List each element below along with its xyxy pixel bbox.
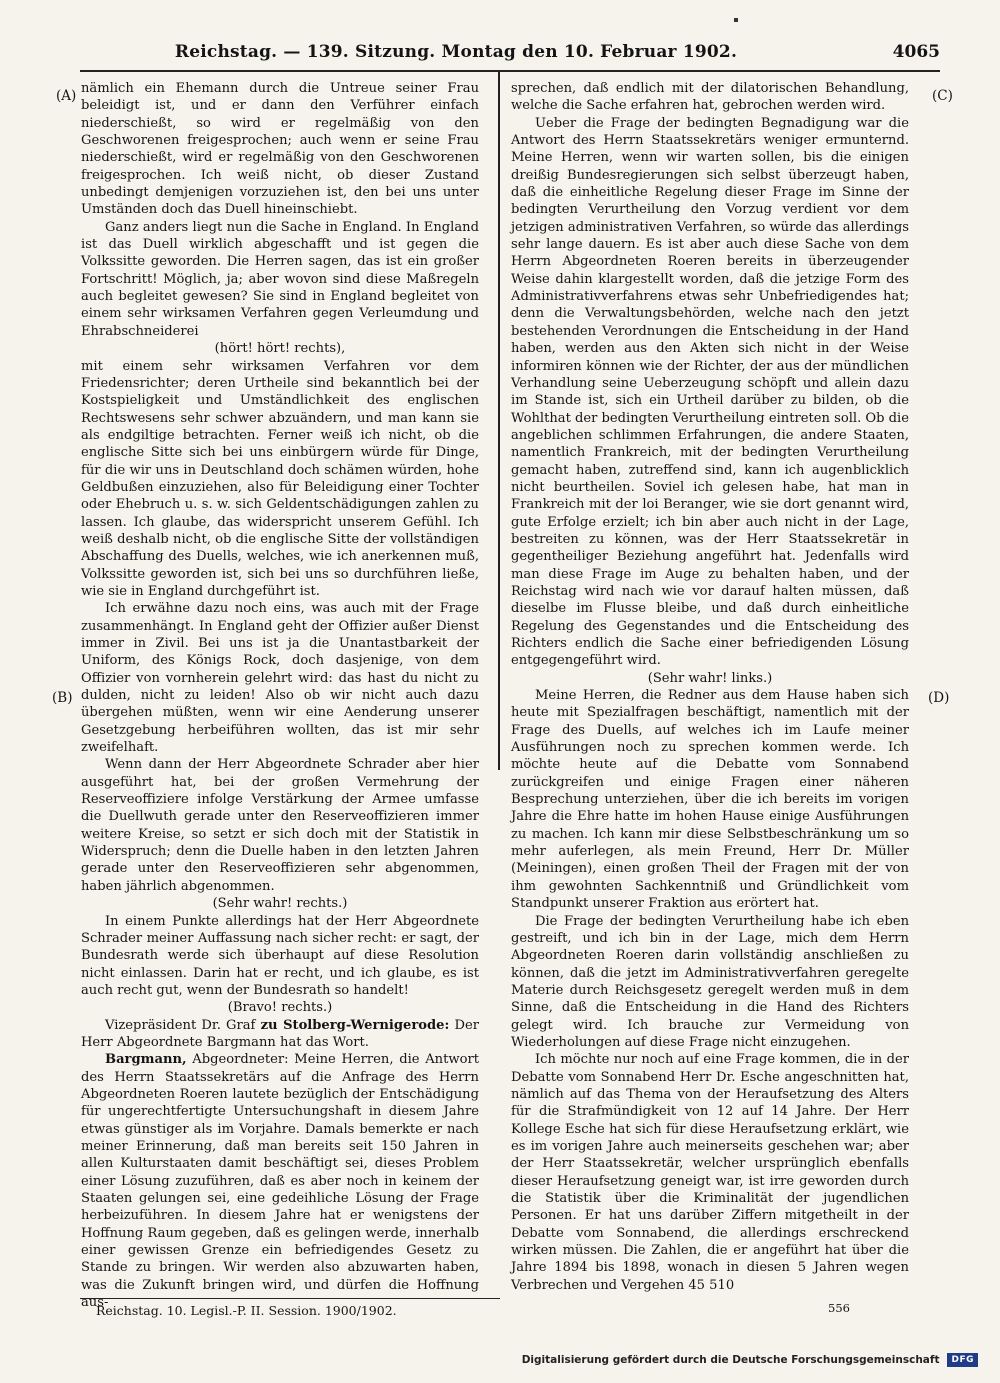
margin-marker-b: (B) [52, 690, 73, 706]
paragraph: Ich möchte nur noch auf eine Frage kommen, die in der Debatte vom Sonnabend Herr Dr. Esche angeschnitten hat, nämlich auf das Thema von der Heraufsetzung des Alters für die Strafmündigkeit von 12 auf 14 Jahre. Der Herr Kollege Esche hat sich für diese Heraufsetzung erklärt, wie es im vorigen Jahre auch meinerseits geschehen war; aber der Herr Staatssekretär, welcher ursprünglich ebenfalls dieser Heraufsetzung geneigt war, ist irre geworden durch die Statistik über die Kriminalität der jugendlichen Personen. Er hat uns darüber Ziffern mitgetheilt in der Debatte vom Sonnabend, die allerdings erschreckend wirken müssen. Die Zahlen, die er angeführt hat über die Jahre 1894 bis 1898, wonach in diesen 5 Jahren wegen Verbrechen und Vergehen 45 510 [511, 1052, 909, 1293]
margin-marker-a: (A) [56, 88, 77, 104]
paragraph: Ich erwähne dazu noch eins, was auch mit der Frage zusammenhängt. In England geht der Offizier außer Dienst immer in Zivil. Bei uns ist ja die Unantastbarkeit der Uniform, des Königs Rock, doch dasjenige, von dem Offizier von vornherein gelehrt wird: das hast du nicht zu dulden, nicht zu leiden! Also ob wir nicht auch dazu übergehen müßten, wenn wir eine Aenderung unserer Gesetzgebung herbeiführen wollten, das ist mir sehr zweifelhaft. [81, 601, 479, 756]
interjection: (hört! hört! rechts), [214, 341, 346, 357]
footer-sheet-number: 556 [828, 1301, 850, 1315]
speaker-name: zu Stolberg-Wernigerode: [260, 1017, 450, 1033]
digitization-text: Digitalisierung gefördert durch die Deutsche Forschungsgemeinschaft [521, 1354, 940, 1366]
footer-rule [80, 1298, 500, 1299]
left-column [81, 80, 479, 1311]
paragraph: Ganz anders liegt nun die Sache in England. In England ist das Duell wirklich abgeschafft und ist gegen die Volkssitte geworden. Die Herren sagen, das ist ein großer Fortschritt! Möglich, ja; aber wovon sind diese Maßregeln auch begleitet gewesen? Sie sind in England begleitet von einem sehr wirksamen Verfahren gegen Verleumdung und Ehrabschneiderei [81, 219, 479, 339]
paragraph: sprechen, daß endlich mit der dilatorischen Behandlung, welche die Sache erfahren hat, gebrochen werden wird. [511, 81, 909, 114]
footer-session-info: Reichstag. 10. Legisl.-P. II. Session. 1900/1902. [96, 1303, 397, 1318]
paragraph: In einem Punkte allerdings hat der Herr Abgeordnete Schrader meiner Auffassung nach sicher recht: er sagt, der Bundesrath werde sich überhaupt auf diese Resolution nicht einlassen. Darin hat er recht, und ich glaube, es ist auch recht gut, wenn der Bundesrath so handelt! [81, 913, 479, 998]
page-number: 4065 [892, 42, 940, 62]
paragraph: Ueber die Frage der bedingten Begnadigung war die Antwort des Herrn Staatssekretärs weniger ermunternd. Meine Herren, wenn wir warten sollen, bis die einigen dreißig Bundesregierungen sich selbst überzeugt haben, daß die einheitliche Regelung dieser Frage im Sinne der bedingten Verurtheilung den Vorzug verdient vor dem jetzigen administrativen Verfahren, so würde das allerdings sehr lange dauern. Es ist aber auch diese Sache von dem Herrn Abgeordneten Roeren bereits in überzeugender Weise dahin klargestellt worden, daß die jetzige Form des Administrativverfahrens etwas sehr Unbefriedigendes hat; denn die Verwaltungsbehörden, welche nach den jetzt bestehenden Verordnungen die Entscheidung in der Hand haben, werden aus den Akten sich nicht in der Weise informiren können wie der Richter, der aus der mündlichen Verhandlung seine Ueberzeugung schöpft und allein dazu im Stande ist, sich ein Urtheil darüber zu bilden, ob die Wohlthat der bedingten Verurtheilung eintreten soll. Ob die angeblichen schlimmen Erfahrungen, die andere Staaten, namentlich Frankreich, mit der bedingten Verurtheilung gemacht haben, zutreffend sind, kann ich augenblicklich nicht beurtheilen. Soviel ich gelesen habe, hat man in Frankreich mit der loi Beranger, wie sie dort genannt wird, gute Erfolge erzielt; ich bin aber auch nicht in der Lage, bestreiten zu können, was der Herr Staatssekretär in gegentheiliger Beziehung angeführt hat. Jedenfalls wird man diese Frage im Auge zu behalten haben, und der Reichstag wird nach wie vor darauf halten müssen, daß dieselbe im Flusse bleibe, und daß durch einheitliche Regelung des Gegenstandes und die Entscheidung des Richters endlich die Sache einer befriedigenden Lösung entgegengeführt wird. [511, 115, 909, 669]
speech [81, 1051, 479, 1311]
speech-text: Abgeordneter: Meine Herren, die Antwort des Herrn Staatssekretärs auf die Anfrage des Herrn Abgeordneten Roeren lautete bezüglich der Entschädigung für ungerechtfertigte Untersuchungshaft in diesem Jahre etwas günstiger als im Vorjahre. Damals bemerkte er nach meiner Erinnerung, daß man bereits seit 150 Jahren in allen Kulturstaaten damit beschäftigt sei, dieses Problem einer Lösung zuzuführen, daß es aber noch in keinem der Staaten gelungen sei, eine gedeihliche Lösung der Frage herbeizuführen. In diesem Jahre hat er wenigstens der Hoffnung Raum gegeben, daß es gelingen werde, innerhalb einer gewissen Grenze ein befriedigendes Gesetz zu Stande zu bringen. Wir werden also abzuwarten haben, was die Zukunft bringen wird, und dürfen die Hoffnung aus- [81, 1052, 479, 1311]
digitization-credit [522, 1350, 978, 1370]
paragraph: mit einem sehr wirksamen Verfahren vor dem Friedensrichter; deren Urtheile sind bekanntlich bei der Kostspieligkeit und Umständlichkeit des englischen Rechtswesens sehr schwer abzuändern, und man kann sie als endgiltige betrachten. Ferner weiß ich nicht, ob die englische Sitte sich bei uns einbürgern würde für Dinge, für die wir uns in Deutschland doch schämen würden, hohe Geldbußen einzuziehen, also für Beleidigung einer Tochter oder Ehebruch u. s. w. sich Geldentschädigungen zahlen zu lassen. Ich glaube, das widerspricht unserem Gefühl. Ich weiß deshalb nicht, ob die englische Sitte der vollständigen Abschaffung des Duells, welches, wie ich anerkennen muß, Volkssitte geworden ist, sich bei uns so durchführen ließe, wie sie in England durchgeführt ist. [81, 358, 479, 599]
running-title: Reichstag. — 139. Sitzung. Montag den 10. Februar 1902. [174, 42, 738, 62]
speaker-title: Vizepräsident Dr. Graf [105, 1017, 261, 1033]
margin-marker-c: (C) [932, 88, 953, 104]
column-divider-lower [498, 600, 500, 770]
print-speck [734, 18, 738, 22]
paragraph: Meine Herren, die Redner aus dem Hause haben sich heute mit Spezialfragen beschäftigt, namentlich mit der Frage des Duells, auf welches ich im Laufe meiner Ausführungen noch zu sprechen kommen werde. Ich möchte heute auf die Debatte vom Sonnabend zurückgreifen und einige Fragen einer näheren Besprechung unterziehen, über die ich bereits im vorigen Jahre die Ehre hatte im hohen Hause einige Ausführungen zu machen. Ich kann mir diese Selbstbeschränkung um so mehr auferlegen, als mein Freund, Herr Dr. Müller (Meiningen), einen großen Theil der Fragen mit der von ihm gewohnten Sachkenntniß und Gründlichkeit vom Standpunkt unserer Fraktion aus erörtert hat. [511, 688, 909, 912]
right-column [511, 80, 909, 1294]
interjection: (Bravo! rechts.) [227, 1000, 333, 1016]
paragraph: Die Frage der bedingten Verurtheilung habe ich eben gestreift, und ich bin in der Lage, mich dem Herrn Abgeordneten Roeren darin vollständig anschließen zu können, daß die jetzt im Administrativverfahren geregelte Materie durch Reichsgesetz geregelt werden muß in dem Sinne, daß die Entscheidung in die Hand des Richters gelegt wird. Ich brauche zur Vermeidung von Wiederholungen auf diese Frage nicht einzugehen. [511, 913, 909, 1050]
paragraph: Wenn dann der Herr Abgeordnete Schrader aber hier ausgeführt hat, bei der großen Vermehrung der Reserveoffiziere infolge Verstärkung der Armee umfasse die Duellwuth gerade unter den Reserveoffizieren immer weitere Kreise, so setzt er sich doch mit der Statistik in Widerspruch; denn die Duelle haben in den letzten Jahren gerade unter den Reserveoffizieren sehr abgenommen, haben jährlich abgenommen. [81, 757, 479, 894]
speaker-name: Bargmann, [105, 1052, 187, 1068]
page-header [80, 40, 940, 66]
speaker-text: Der Herr Abgeordnete Bargmann hat das Wort. [81, 1017, 480, 1050]
interjection: (Sehr wahr! rechts.) [212, 896, 348, 912]
header-rule [80, 70, 940, 72]
dfg-logo-icon: DFG [947, 1353, 978, 1367]
margin-marker-d: (D) [928, 690, 950, 706]
paragraph: nämlich ein Ehemann durch die Untreue seiner Frau beleidigt ist, und er dann den Verführer einfach niederschießt, so wird er regelmäßig von den Geschworenen freigesprochen; auch wenn er seine Frau niederschießt, wird er regelmäßig von den Geschworenen freigesprochen. Ich weiß nicht, ob dieser Zustand unbedingt demjenigen vorzuziehen ist, den bei uns unter Umständen doch das Duell hineinschiebt. [81, 81, 479, 218]
interjection: (Sehr wahr! links.) [647, 670, 773, 686]
column-divider-upper [498, 72, 500, 600]
speaker-intro [81, 1017, 479, 1052]
